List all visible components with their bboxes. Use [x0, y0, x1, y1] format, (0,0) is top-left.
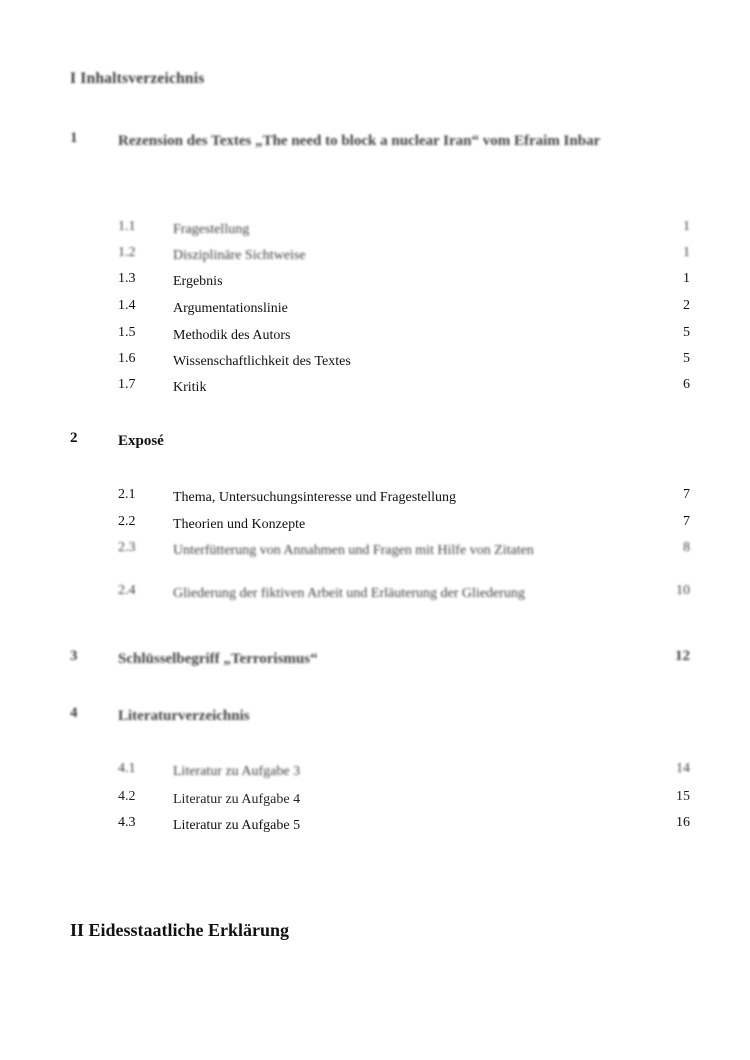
- toc-chapter-1-title: Rezension des Textes „The need to block a nuclear Iran“ vom Efraim Inbar: [118, 133, 601, 149]
- toc-entry-1-5-page: 5: [683, 325, 690, 340]
- toc-chapter-2-number: 2: [70, 430, 78, 446]
- toc-chapter-1[interactable]: [70, 130, 690, 153]
- toc-chapter-3-number: 3: [70, 648, 78, 664]
- toc-entry-4-2-page: 15: [676, 789, 690, 804]
- toc-entry-1-2-page: 1: [683, 245, 690, 260]
- page-title: I Inhaltsverzeichnis: [70, 70, 205, 87]
- toc-entry-2-1-label: Thema, Untersuchungsinteresse und Fragestellung: [173, 490, 457, 505]
- toc-entry-1-7[interactable]: [118, 377, 690, 398]
- toc-chapter-3-title: Schlüsselbegriff „Terrorismus“: [118, 651, 318, 667]
- toc-entry-4-1-number: 4.1: [118, 761, 136, 776]
- toc-entry-2-2[interactable]: [118, 514, 690, 535]
- toc-entry-4-1-label: Literatur zu Aufgabe 3: [173, 764, 301, 779]
- toc-entry-1-7-number: 1.7: [118, 377, 136, 392]
- toc-chapter-2[interactable]: [70, 430, 690, 453]
- toc-entry-4-3-number: 4.3: [118, 815, 136, 830]
- toc-entry-1-4-number: 1.4: [118, 298, 136, 313]
- toc-entry-1-4[interactable]: [118, 298, 690, 319]
- toc-entry-1-4-label: Argumentationslinie: [173, 301, 288, 316]
- toc-entry-1-2-label: Disziplinäre Sichtweise: [173, 248, 306, 263]
- toc-entry-4-1-page: 14: [676, 761, 690, 776]
- toc-entry-1-6-page: 5: [683, 351, 690, 366]
- toc-entry-2-1-number: 2.1: [118, 487, 136, 502]
- toc-entry-2-4-label: Gliederung der fiktiven Arbeit und Erläuterung der Gliederung: [173, 586, 525, 601]
- toc-entry-2-2-page: 7: [683, 514, 690, 529]
- toc-entry-2-4-page: 10: [676, 583, 690, 598]
- toc-entry-1-5-number: 1.5: [118, 325, 136, 340]
- toc-entry-1-6-label: Wissenschaftlichkeit des Textes: [173, 354, 351, 369]
- toc-entry-1-1[interactable]: [118, 219, 690, 240]
- toc-entry-1-3[interactable]: [118, 271, 690, 292]
- toc-entry-2-3-number: 2.3: [118, 540, 136, 555]
- toc-entry-1-2-number: 1.2: [118, 245, 136, 260]
- toc-chapter-4-number: 4: [70, 705, 78, 721]
- toc-entry-1-4-page: 2: [683, 298, 690, 313]
- toc-entry-1-1-label: Fragestellung: [173, 222, 250, 237]
- toc-chapter-4-title: Literaturverzeichnis: [118, 708, 250, 724]
- toc-chapter-3[interactable]: [70, 648, 690, 671]
- toc-chapter-2-title: Exposé: [118, 433, 164, 449]
- toc-entry-4-3-label: Literatur zu Aufgabe 5: [173, 818, 301, 833]
- toc-entry-4-1[interactable]: [118, 761, 690, 782]
- toc-entry-1-1-number: 1.1: [118, 219, 136, 234]
- declaration-heading: II Eidesstaatliche Erklärung: [70, 920, 290, 940]
- toc-entry-1-1-page: 1: [683, 219, 690, 234]
- toc-entry-2-3-page: 8: [683, 540, 690, 555]
- toc-chapter-3-page: 12: [675, 648, 690, 664]
- toc-entry-1-3-number: 1.3: [118, 271, 136, 286]
- toc-entry-2-2-label: Theorien und Konzepte: [173, 517, 306, 532]
- toc-entry-2-1-page: 7: [683, 487, 690, 502]
- toc-entry-1-3-label: Ergebnis: [173, 274, 223, 289]
- toc-entry-2-3-label: Unterfütterung von Annahmen und Fragen mit Hilfe von Zitaten: [173, 543, 534, 558]
- toc-entry-4-2-label: Literatur zu Aufgabe 4: [173, 792, 301, 807]
- toc-entry-2-3[interactable]: [118, 540, 690, 561]
- toc-entry-4-2-number: 4.2: [118, 789, 136, 804]
- toc-entry-1-2[interactable]: [118, 245, 690, 266]
- toc-entry-1-3-page: 1: [683, 271, 690, 286]
- toc-entry-2-2-number: 2.2: [118, 514, 136, 529]
- toc-entry-1-7-label: Kritik: [173, 380, 207, 395]
- toc-chapter-1-number: 1: [70, 130, 78, 146]
- toc-entry-4-3[interactable]: [118, 815, 690, 836]
- toc-entry-1-7-page: 6: [683, 377, 690, 392]
- toc-entry-4-2[interactable]: [118, 789, 690, 810]
- toc-entry-1-6-number: 1.6: [118, 351, 136, 366]
- toc-chapter-4[interactable]: [70, 705, 690, 728]
- toc-entry-4-3-page: 16: [676, 815, 690, 830]
- toc-entry-1-5-label: Methodik des Autors: [173, 328, 291, 343]
- toc-entry-1-5[interactable]: [118, 325, 690, 346]
- toc-entry-1-6[interactable]: [118, 351, 690, 372]
- toc-entry-2-1[interactable]: [118, 487, 690, 508]
- toc-entry-2-4-number: 2.4: [118, 583, 136, 598]
- toc-entry-2-4[interactable]: [118, 583, 690, 604]
